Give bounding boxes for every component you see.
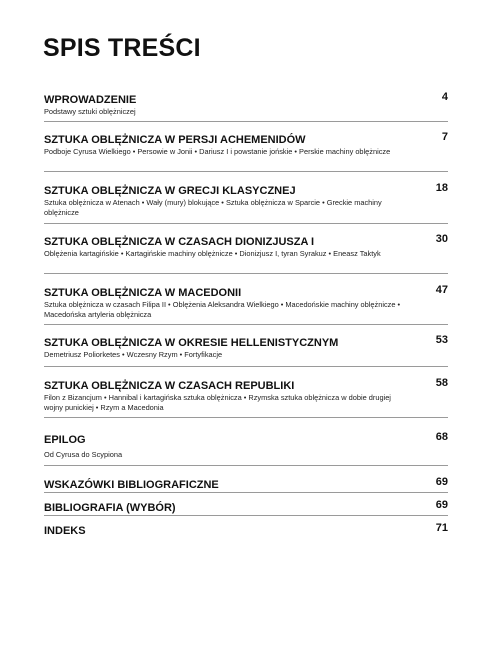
toc-entry-title[interactable]: EPILOG bbox=[44, 434, 86, 446]
toc-entry bbox=[44, 430, 448, 460]
toc-entry-page[interactable]: 53 bbox=[435, 334, 448, 346]
toc-entry-page[interactable]: 71 bbox=[435, 522, 448, 534]
toc-entry-title[interactable]: SZTUKA OBLĘŻNICZA W CZASACH DIONIZJUSZA I bbox=[44, 236, 315, 248]
divider bbox=[44, 324, 448, 325]
toc-entry-title[interactable]: SZTUKA OBLĘŻNICZA W OKRESIE HELLENISTYCZNYM bbox=[44, 337, 339, 349]
toc-entry-page[interactable]: 18 bbox=[435, 182, 448, 194]
divider bbox=[44, 171, 448, 172]
toc-entry bbox=[44, 181, 448, 218]
toc-entry-page[interactable]: 69 bbox=[435, 476, 448, 488]
divider bbox=[44, 223, 448, 224]
divider bbox=[44, 492, 448, 493]
toc-entry bbox=[44, 232, 448, 259]
toc-entry-description: Sztuka oblężnicza w Atenach • Wały (mury) blokujące • Sztuka oblężnicza w Sparcie • Greckie machiny oblężnicze bbox=[44, 198, 382, 217]
toc-entry bbox=[44, 90, 448, 117]
toc-entry-title[interactable]: SZTUKA OBLĘŻNICZA W GRECJI KLASYCZNEJ bbox=[44, 185, 296, 197]
toc-entry bbox=[44, 283, 448, 320]
toc-entry-title[interactable]: INDEKS bbox=[44, 525, 86, 537]
divider bbox=[44, 417, 448, 418]
toc-entry-title[interactable]: WPROWADZENIE bbox=[44, 94, 137, 106]
toc-entry-description: Filon z Bizancjum • Hannibal i kartagińska sztuka oblężnicza • Rzymska sztuka oblężnicza w dobie drugiej wojny punickiej • Rzym a Macedonia bbox=[44, 393, 391, 412]
toc-entry-title[interactable]: WSKAZÓWKI BIBLIOGRAFICZNE bbox=[44, 479, 219, 491]
divider bbox=[44, 273, 448, 274]
divider bbox=[44, 465, 448, 466]
toc-entry bbox=[44, 130, 448, 157]
toc-entry-title[interactable]: SZTUKA OBLĘŻNICZA W CZASACH REPUBLIKI bbox=[44, 380, 295, 392]
toc-entry-title[interactable]: SZTUKA OBLĘŻNICZA W PERSJI ACHEMENIDÓW bbox=[44, 134, 306, 146]
toc-entry bbox=[44, 333, 448, 360]
toc-entry-description: Sztuka oblężnicza w czasach Filipa II • Oblężenia Aleksandra Wielkiego • Macedońskie machiny oblężnicze • Macedońska artyleria oblężnicza bbox=[44, 300, 401, 319]
page-title: SPIS TREŚCI bbox=[43, 34, 201, 62]
toc-entry bbox=[44, 498, 448, 512]
toc-entry-title[interactable]: SZTUKA OBLĘŻNICZA W MACEDONII bbox=[44, 287, 242, 299]
toc-entry-description: Demetriusz Poliorketes • Wczesny Rzym • Fortyfikacje bbox=[44, 350, 223, 359]
toc-entry-description: Oblężenia kartagińskie • Kartagińskie machiny oblężnicze • Dionizjusz I, tyran Syrakuz • Eneasz Taktyk bbox=[44, 249, 381, 258]
divider bbox=[44, 366, 448, 367]
toc-entry-description: Podboje Cyrusa Wielkiego • Persowie w Jonii • Dariusz I i powstanie jońskie • Perskie machiny oblężnicze bbox=[44, 147, 391, 156]
divider bbox=[44, 515, 448, 516]
toc-entry-page[interactable]: 30 bbox=[435, 233, 448, 245]
toc-entry-page[interactable]: 4 bbox=[441, 91, 448, 103]
toc-entry-page[interactable]: 69 bbox=[435, 499, 448, 511]
toc-entry-description: Podstawy sztuki oblężniczej bbox=[44, 107, 136, 116]
toc-entry-page[interactable]: 58 bbox=[435, 377, 448, 389]
toc-entry bbox=[44, 376, 448, 413]
toc-entry-page[interactable]: 7 bbox=[441, 131, 448, 143]
toc-entry-page[interactable]: 68 bbox=[435, 431, 448, 443]
divider bbox=[44, 121, 448, 122]
toc-entry bbox=[44, 521, 448, 535]
toc-entry-title[interactable]: BIBLIOGRAFIA (WYBÓR) bbox=[44, 502, 176, 514]
toc-entry bbox=[44, 475, 448, 489]
toc-entry-description: Od Cyrusa do Scypiona bbox=[44, 450, 123, 459]
toc-entry-page[interactable]: 47 bbox=[435, 284, 448, 296]
